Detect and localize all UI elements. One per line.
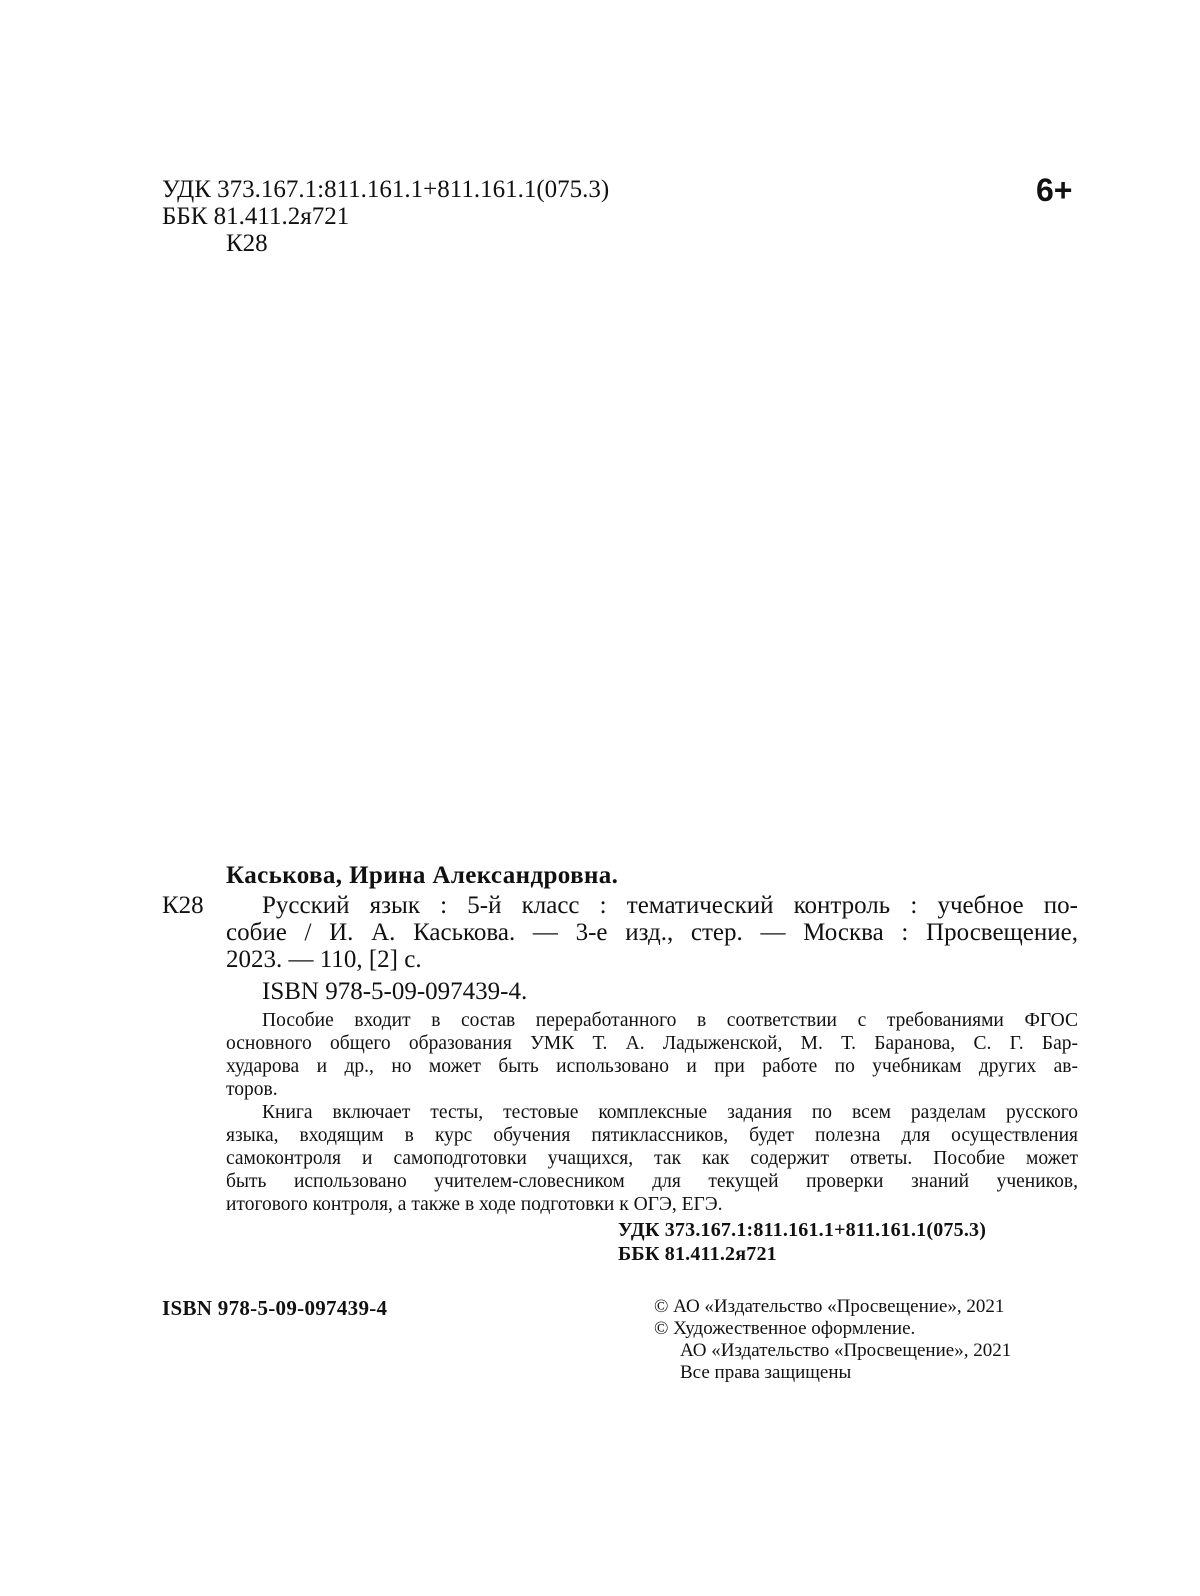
annotation-1-line-2: основного общего образования УМК Т. А. Ладыженской, М. Т. Баранова, С. Г. Бар-	[226, 1033, 1078, 1054]
udk-code-card: УДК 373.167.1:811.161.1+811.161.1(075.3)	[618, 1219, 987, 1241]
annotation-1-line-3: хударова и др., но может быть использовано и при работе по учебникам других ав-	[226, 1056, 1078, 1077]
annotation-1-line-4: торов.	[226, 1079, 278, 1100]
bbk-code-card: ББК 81.411.2я721	[618, 1243, 777, 1265]
annotation-2-line-1: Книга включает тесты, тестовые комплексные задания по всем разделам русского	[262, 1102, 1078, 1123]
annotation-2-line-5: итогового контроля, а также в ходе подготовки к ОГЭ, ЕГЭ.	[226, 1194, 723, 1215]
catalog-author: Каськова, Ирина Александровна.	[226, 862, 619, 889]
catalog-author-mark: К28	[162, 892, 204, 919]
copyright-line-3: АО «Издательство «Просвещение», 2021	[680, 1340, 1012, 1361]
udk-code-top: УДК 373.167.1:811.161.1+811.161.1(075.3)	[162, 176, 610, 203]
catalog-title-line-2: собие / И. А. Каськова. — 3-е изд., стер. — Москва : Просвещение,	[226, 919, 1078, 946]
annotation-1-line-1: Пособие входит в состав переработанного в соответствии с требованиями ФГОС	[262, 1010, 1078, 1031]
catalog-title-line-1: Русский язык : 5-й класс : тематический контроль : учебное по-	[262, 892, 1078, 919]
age-rating: 6+	[1036, 172, 1073, 208]
copyright-line-1: © АО «Издательство «Просвещение», 2021	[654, 1296, 1005, 1317]
author-mark-top: К28	[226, 230, 268, 257]
catalog-isbn: ISBN 978-5-09-097439-4.	[262, 978, 528, 1005]
annotation-2-line-2: языка, входящим в курс обучения пятиклассников, будет полезна для осуществления	[226, 1125, 1078, 1146]
copyright-line-2: © Художественное оформление.	[654, 1318, 916, 1339]
catalog-title-line-3: 2023. — 110, [2] с.	[226, 946, 422, 973]
isbn-footer: ISBN 978-5-09-097439-4	[162, 1296, 388, 1320]
rights-reserved: Все права защищены	[680, 1362, 852, 1383]
annotation-2-line-3: самоконтроля и самоподготовки учащихся, так как содержит ответы. Пособие может	[226, 1148, 1078, 1169]
annotation-2-line-4: быть использовано учителем-словесником для текущей проверки знаний учеников,	[226, 1171, 1078, 1192]
bbk-code-top: ББК 81.411.2я721	[162, 203, 350, 230]
